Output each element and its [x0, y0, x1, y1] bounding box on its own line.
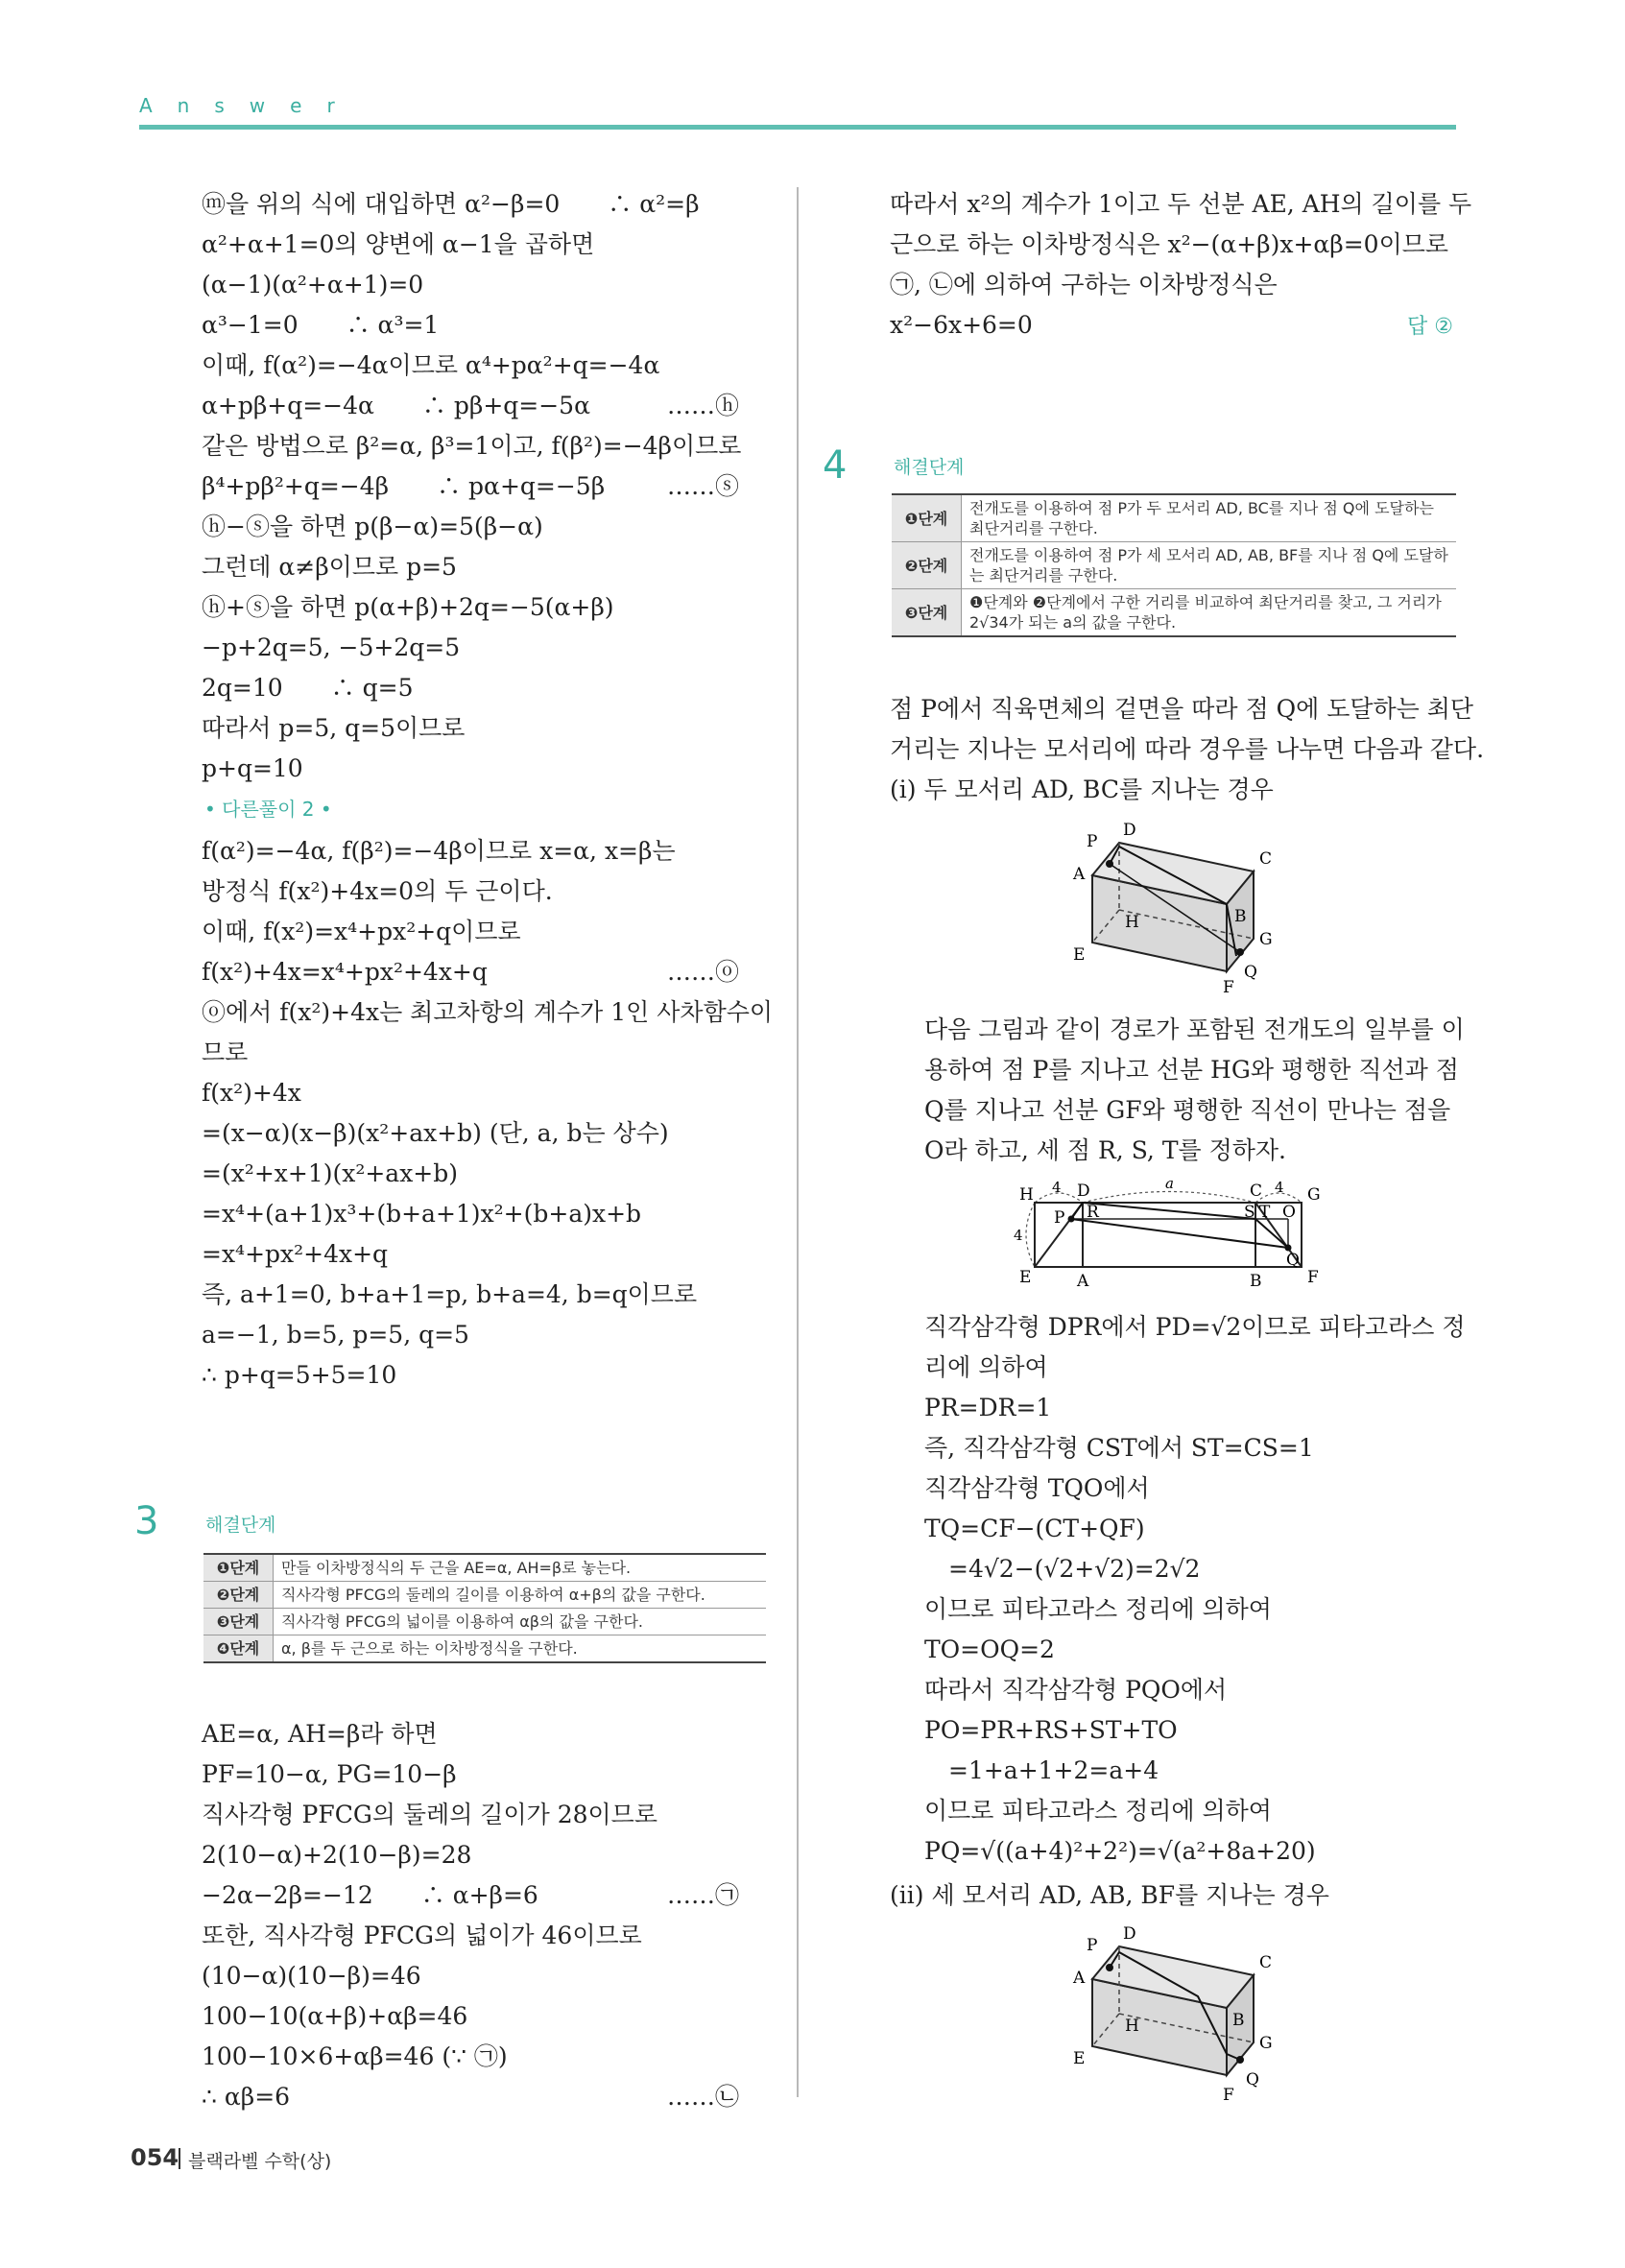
math-line-text: 100−10×6+αβ=46 (∵ ㉠): [202, 2042, 508, 2070]
fig1-label-c: C: [1259, 849, 1273, 869]
math-line: [202, 1275, 768, 1315]
math-line: [924, 1428, 1457, 1468]
net-label-e: E: [1019, 1268, 1032, 1287]
math-line-text: β⁴+pβ²+q=−4β ∴ pα+q=−5β: [202, 472, 606, 500]
alt-solution-label: • 다른풀이 2 •: [204, 798, 332, 821]
step-label: ❸단계: [892, 589, 962, 637]
math-line: [202, 507, 768, 547]
math-line: [890, 305, 1456, 346]
net-label-4-top-right: 4: [1275, 1179, 1284, 1196]
step-description: 직사각형 PFCG의 둘레의 길이를 이용하여 α+β의 값을 구한다.: [274, 1582, 767, 1609]
math-line: [202, 1835, 768, 1875]
math-line: [924, 1549, 1457, 1589]
column-divider: [797, 187, 799, 2097]
math-line: [202, 386, 768, 426]
problem-3-number: 3: [134, 1499, 159, 1543]
footer-separator: [179, 2148, 180, 2169]
math-line: [202, 912, 768, 952]
math-line-text: 거리는 지나는 모서리에 따라 경우를 나누면 다음과 같다.: [890, 735, 1485, 763]
cuboid-figure-1: [1063, 816, 1332, 1003]
math-line-text: 직각삼각형 DPR에서 PD=√2이므로 피타고라스 정: [924, 1313, 1466, 1341]
math-line-text: PR=DR=1: [924, 1394, 1052, 1421]
problem-4-net-description: [924, 1010, 1465, 1171]
math-line: [924, 1670, 1457, 1710]
alt-solution-body: [202, 831, 774, 1396]
math-line: [924, 1630, 1457, 1670]
problem-3-solution: [202, 1714, 768, 2117]
math-line-text: Q를 지나고 선분 GF와 평행한 직선이 만나는 점을: [924, 1096, 1451, 1124]
math-line: [924, 1388, 1457, 1428]
net-label-q: Q: [1286, 1251, 1300, 1270]
math-line-text: 그런데 α≠β이므로 p=5: [202, 553, 457, 581]
math-line: [202, 2037, 768, 2077]
math-line-text: 이때, f(α²)=−4α이므로 α⁴+pα²+q=−4α: [202, 351, 660, 379]
math-line: [924, 1831, 1457, 1872]
math-line: [202, 831, 768, 871]
math-line-text: PQ=√((a+4)²+2²)=√(a²+8a+20): [924, 1837, 1316, 1865]
fig1-label-d: D: [1123, 821, 1136, 840]
step-label: ❶단계: [203, 1554, 274, 1582]
left-solution-continued: [202, 184, 768, 789]
fig2-label-q: Q: [1246, 2070, 1259, 2089]
math-line-text: 리에 의하여: [924, 1353, 1048, 1381]
math-line-text: ∴ p+q=5+5=10: [202, 1361, 397, 1389]
math-line-text: 따라서 p=5, q=5이므로: [202, 714, 466, 742]
math-line-text: 이때, f(x²)=x⁴+px²+q이므로: [202, 918, 521, 945]
net-label-s: S: [1244, 1203, 1255, 1222]
net-label-r: R: [1087, 1203, 1099, 1222]
step-row: [203, 1554, 766, 1582]
math-line-text: x²−6x+6=0: [890, 311, 1033, 339]
math-line: [924, 1468, 1457, 1509]
fig1-label-e: E: [1073, 945, 1086, 965]
step-label: ❷단계: [203, 1582, 274, 1609]
math-line-text: ㉠, ㉡에 의하여 구하는 이차방정식은: [890, 271, 1278, 298]
math-line: [202, 1875, 768, 1916]
math-line: [202, 628, 768, 668]
math-line-text: −p+2q=5, −5+2q=5: [202, 633, 461, 661]
step-description: α, β를 두 근으로 하는 이차방정식을 구한다.: [274, 1635, 767, 1663]
math-line-text: 근으로 하는 이차방정식은 x²−(α+β)x+αβ=0이므로: [890, 230, 1449, 258]
math-line-text: (α−1)(α²+α+1)=0: [202, 271, 424, 298]
math-line: [202, 1996, 768, 2037]
step-description: 직사각형 PFCG의 넓이를 이용하여 αβ의 값을 구한다.: [274, 1609, 767, 1635]
math-line: [202, 1956, 768, 1996]
math-line-text: 따라서 직각삼각형 PQO에서: [924, 1676, 1228, 1704]
math-line-text: =(x²+x+1)(x²+ax+b): [202, 1159, 459, 1187]
math-line: [924, 1509, 1457, 1549]
fig1-label-f: F: [1223, 978, 1234, 997]
math-line-text: 므로: [202, 1039, 249, 1066]
math-line-text: f(α²)=−4α, f(β²)=−4β이므로 x=α, x=β는: [202, 837, 676, 865]
cuboid-figure-2: [1063, 1920, 1332, 2112]
math-line-text: 100−10(α+β)+αβ=46: [202, 2002, 468, 2030]
math-line-text: =x⁴+(a+1)x³+(b+a+1)x²+(b+a)x+b: [202, 1200, 642, 1228]
math-line-text: 용하여 점 P를 지나고 선분 HG와 평행한 직선과 점: [924, 1056, 1459, 1084]
math-line: [924, 1050, 1457, 1090]
net-label-c: C: [1250, 1182, 1263, 1201]
math-line-text: 이므로 피타고라스 정리에 의하여: [924, 1595, 1272, 1623]
math-line: [924, 1131, 1457, 1171]
equation-marker: ……ⓗ: [666, 392, 739, 419]
equation-marker: ……㉡: [666, 2083, 739, 2111]
math-line: [202, 225, 768, 265]
math-line: [202, 1113, 768, 1154]
math-line-text: ⓜ을 위의 식에 대입하면 α²−β=0 ∴ α²=β: [202, 190, 700, 218]
equation-marker: ……ⓢ: [666, 472, 739, 500]
step-label: ❹단계: [203, 1635, 274, 1663]
math-line: [202, 466, 768, 507]
math-line-text: =1+a+1+2=a+4: [924, 1756, 1159, 1784]
step-description: 전개도를 이용하여 점 P가 두 모서리 AD, BC를 지나 점 Q에 도달하는 최단거리를 구한다.: [962, 494, 1457, 542]
math-line: [202, 1033, 768, 1073]
math-line-text: ∴ αβ=6: [202, 2083, 291, 2111]
math-line-text: 같은 방법으로 β²=α, β³=1이고, f(β²)=−4β이므로: [202, 432, 742, 460]
problem-4-case-2-heading: (ⅱ) 세 모서리 AD, AB, BF를 지나는 경우: [890, 1881, 1329, 1909]
math-line: [202, 184, 768, 225]
problem-4-case-1-solution: [924, 1307, 1466, 1872]
math-line-text: =x⁴+px²+4x+q: [202, 1240, 389, 1268]
math-line: [202, 1714, 768, 1755]
math-line-text: ⓞ에서 f(x²)+4x는 최고차항의 계수가 1인 사차함수이: [202, 998, 774, 1026]
problem-4-intro: [890, 689, 1485, 810]
math-line-text: PO=PR+RS+ST+TO: [924, 1716, 1178, 1744]
math-line-text: 즉, a+1=0, b+a+1=p, b+a=4, b=q이므로: [202, 1280, 698, 1308]
math-line-text: 이므로 피타고라스 정리에 의하여: [924, 1797, 1272, 1825]
step-row: [203, 1609, 766, 1635]
net-label-b: B: [1250, 1272, 1262, 1291]
problem-2-conclusion: [890, 184, 1472, 346]
fig2-label-p: P: [1087, 1936, 1098, 1955]
math-line: [890, 265, 1456, 305]
net-label-p: P: [1054, 1208, 1065, 1228]
math-line: [924, 1307, 1466, 1348]
step-row: [203, 1635, 766, 1663]
net-label-h: H: [1019, 1185, 1034, 1205]
fig1-label-b: B: [1234, 907, 1247, 926]
math-line: [202, 708, 768, 749]
math-line: [202, 1755, 768, 1795]
net-label-d: D: [1077, 1182, 1090, 1201]
math-line: [924, 1710, 1457, 1751]
step-row: [203, 1582, 766, 1609]
math-line: [202, 952, 768, 992]
math-line: [202, 1073, 768, 1113]
step-description: ❶단계와 ❷단계에서 구한 거리를 비교하여 최단거리를 찾고, 그 거리가 2√34가 되는 a의 값을 구한다.: [962, 589, 1457, 637]
math-line: [202, 426, 768, 466]
math-line-text: 방정식 f(x²)+4x=0의 두 근이다.: [202, 877, 553, 905]
math-line: [924, 1791, 1457, 1831]
math-line-text: PF=10−α, PG=10−β: [202, 1760, 457, 1788]
math-line: [924, 1751, 1457, 1791]
math-line-text: f(x²)+4x=x⁴+px²+4x+q: [202, 958, 488, 986]
header-label: Answer: [139, 94, 360, 117]
math-line: [202, 346, 768, 386]
equation-marker: ……㉠: [666, 1881, 739, 1909]
math-line: [202, 1315, 768, 1355]
fig2-label-g: G: [1259, 2034, 1273, 2053]
math-line-text: −2α−2β=−12 ∴ α+β=6: [202, 1881, 538, 1909]
step-label: ❶단계: [892, 494, 962, 542]
math-line-text: (ⅰ) 두 모서리 AD, BC를 지나는 경우: [890, 776, 1274, 803]
fig2-label-e: E: [1073, 2049, 1086, 2068]
math-line-text: 직사각형 PFCG의 둘레의 길이가 28이므로: [202, 1801, 657, 1828]
problem-3-steps-table: [203, 1553, 766, 1663]
net-label-a: A: [1077, 1272, 1089, 1291]
problem-4-steps-table: [892, 493, 1456, 637]
net-figure: [1008, 1179, 1373, 1303]
net-label-a-top: a: [1165, 1179, 1174, 1192]
math-line-text: 즉, 직각삼각형 CST에서 ST=CS=1: [924, 1434, 1314, 1462]
fig1-label-a: A: [1073, 865, 1086, 884]
math-line-text: a=−1, b=5, p=5, q=5: [202, 1321, 469, 1349]
step-label: ❸단계: [203, 1609, 274, 1635]
math-line-text: f(x²)+4x: [202, 1079, 301, 1107]
math-line: [924, 1348, 1457, 1388]
math-line-text: TQ=CF−(CT+QF): [924, 1515, 1145, 1542]
math-line-text: TO=OQ=2: [924, 1635, 1055, 1663]
math-line-text: O라 하고, 세 점 R, S, T를 정하자.: [924, 1136, 1286, 1164]
math-line: [202, 1234, 768, 1275]
math-line: [890, 225, 1456, 265]
math-line: [202, 1154, 768, 1194]
fig1-label-h: H: [1125, 913, 1139, 932]
book-title: 블랙라벨 수학(상): [188, 2151, 332, 2172]
math-line-text: p+q=10: [202, 754, 303, 782]
answer-label: 답 ②: [1407, 315, 1453, 339]
equation-marker: ……ⓞ: [666, 958, 739, 986]
fig2-label-c: C: [1259, 1953, 1273, 1972]
step-description: 만들 이차방정식의 두 근을 AE=α, AH=β로 놓는다.: [274, 1554, 767, 1582]
math-line-text: α²+α+1=0의 양변에 α−1을 곱하면: [202, 230, 595, 258]
math-line-text: 2(10−α)+2(10−β)=28: [202, 1841, 472, 1869]
problem-4-number: 4: [823, 443, 848, 488]
math-line-text: ⓗ+ⓢ을 하면 p(α+β)+2q=−5(α+β): [202, 593, 614, 621]
math-line: [202, 305, 768, 346]
math-line: [202, 1795, 768, 1835]
math-line-text: 또한, 직사각형 PFCG의 넓이가 46이므로: [202, 1922, 642, 1949]
math-line-text: α+pβ+q=−4α ∴ pβ+q=−5α: [202, 392, 590, 419]
math-line: [202, 668, 768, 708]
math-line-text: =(x−α)(x−β)(x²+ax+b) (단, a, b는 상수): [202, 1119, 669, 1147]
math-line-text: AE=α, AH=β라 하면: [202, 1720, 438, 1748]
math-line-text: 다음 그림과 같이 경로가 포함된 전개도의 일부를 이: [924, 1015, 1465, 1043]
math-line: [890, 729, 1485, 770]
math-line-text: 2q=10 ∴ q=5: [202, 674, 414, 702]
fig2-label-h: H: [1125, 2017, 1139, 2036]
math-line: [202, 1916, 768, 1956]
net-label-o: O: [1282, 1203, 1296, 1222]
math-line: [202, 992, 774, 1033]
math-line: [202, 265, 768, 305]
math-line-text: α³−1=0 ∴ α³=1: [202, 311, 440, 339]
math-line-text: 따라서 x²의 계수가 1이고 두 선분 AE, AH의 길이를 두: [890, 190, 1472, 218]
math-line: [202, 547, 768, 587]
fig2-label-a: A: [1073, 1969, 1086, 1988]
math-line: [202, 587, 768, 628]
math-line: [890, 770, 1456, 810]
fig1-label-q: Q: [1244, 963, 1257, 982]
fig2-label-b: B: [1232, 2011, 1245, 2030]
math-line: [924, 1589, 1457, 1630]
step-description: 전개도를 이용하여 점 P가 세 모서리 AD, AB, BF를 지나 점 Q에 도달하는 최단거리를 구한다.: [962, 542, 1457, 589]
header-rule: [139, 125, 1456, 130]
math-line-text: =4√2−(√2+√2)=2√2: [924, 1555, 1201, 1583]
fig1-label-g: G: [1259, 930, 1273, 949]
math-line: [202, 871, 768, 912]
math-line: [924, 1090, 1457, 1131]
math-line: [890, 689, 1474, 729]
problem-4-title: 해결단계: [894, 457, 965, 478]
net-label-4-top-left: 4: [1052, 1179, 1062, 1196]
math-line: [202, 2077, 768, 2117]
net-label-t: T: [1259, 1203, 1271, 1222]
fig1-label-p: P: [1087, 832, 1098, 851]
step-row: [892, 494, 1456, 542]
net-label-g: G: [1307, 1185, 1321, 1205]
problem-3-title: 해결단계: [205, 1515, 276, 1536]
net-label-f: F: [1307, 1268, 1319, 1287]
step-row: [892, 589, 1456, 637]
step-label: ❷단계: [892, 542, 962, 589]
math-line-text: 직각삼각형 TQO에서: [924, 1474, 1150, 1502]
math-line: [924, 1010, 1465, 1050]
math-line-text: ⓗ−ⓢ을 하면 p(β−α)=5(β−α): [202, 513, 543, 540]
fig2-label-d: D: [1123, 1924, 1136, 1944]
math-line-text: 점 P에서 직육면체의 겉면을 따라 점 Q에 도달하는 최단: [890, 695, 1474, 723]
step-row: [892, 542, 1456, 589]
math-line: [890, 184, 1472, 225]
page-number: 054: [131, 2144, 179, 2171]
math-line-text: (10−α)(10−β)=46: [202, 1962, 421, 1990]
math-line: [202, 1194, 768, 1234]
fig2-label-f: F: [1223, 2086, 1234, 2105]
math-line: [202, 1355, 768, 1396]
math-line: [202, 749, 768, 789]
net-label-4-left: 4: [1014, 1227, 1023, 1244]
